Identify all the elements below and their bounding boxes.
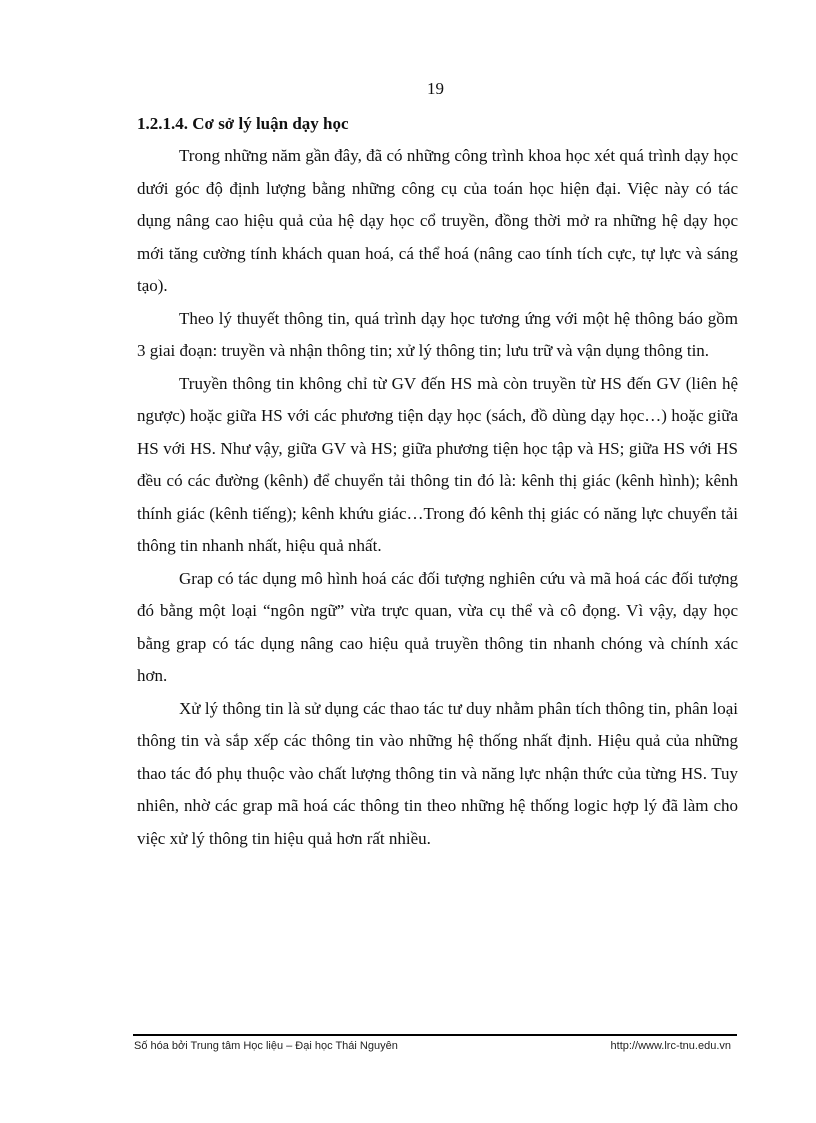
- main-content: [137, 108, 738, 855]
- paragraph: Trong những năm gần đây, đã có những công trình khoa học xét quá trình dạy học dưới góc độ định lượng bằng những công cụ của toán học hiện đại. Việc này có tác dụng nâng cao hiệu quả của hệ dạy học cổ truyền, đồng thời mở ra những hệ dạy học mới tăng cường tính khách quan hoá, cá thể hoá (nâng cao tính tích cực, tự lực và sáng tạo).: [137, 146, 738, 295]
- paragraph: Theo lý thuyết thông tin, quá trình dạy học tương ứng với một hệ thông báo gồm 3 giai đoạn: truyền và nhận thông tin; xử lý thông tin; lưu trữ và vận dụng thông tin.: [137, 308, 738, 360]
- footer-source-text: Số hóa bởi Trung tâm Học liệu – Đại học Thái Nguyên: [134, 1040, 398, 1052]
- section-heading: 1.2.1.4. Cơ sở lý luận dạy học: [137, 114, 349, 133]
- footer-url[interactable]: http://www.lrc-tnu.edu.vn: [610, 1040, 731, 1052]
- paragraph: Grap có tác dụng mô hình hoá các đối tượng nghiên cứu và mã hoá các đối tượng đó bằng một loại “ngôn ngữ” vừa trực quan, vừa cụ thể và cô đọng. Vì vậy, dạy học bằng grap có tác dụng nâng cao hiệu quả truyền thông tin nhanh chóng và chính xác hơn.: [137, 568, 738, 685]
- paragraph: Xử lý thông tin là sử dụng các thao tác tư duy nhằm phân tích thông tin, phân loại thông tin và sắp xếp các thông tin vào những hệ thống nhất định. Hiệu quả của những thao tác đó phụ thuộc vào chất lượng thông tin và năng lực nhận thức của từng HS. Tuy nhiên, nhờ các grap mã hoá các thông tin theo những hệ thống logic hợp lý đã làm cho việc xử lý thông tin hiệu quả hơn rất nhiều.: [137, 698, 738, 848]
- footer-divider: [133, 1034, 737, 1036]
- page-number: 19: [427, 79, 444, 98]
- paragraph: Truyền thông tin không chỉ từ GV đến HS mà còn truyền từ HS đến GV (liên hệ ngược) hoặc giữa HS với các phương tiện dạy học (sách, đồ dùng dạy học…) hoặc giữa HS với HS. Như vậy, giữa GV và HS; giữa phương tiện học tập và HS; giữa HS với HS đều có các đường (kênh) để chuyển tải thông tin đó là: kênh thị giác (kênh hình); kênh thính giác (kênh tiếng); kênh khứu giác…Trong đó kênh thị giác có năng lực chuyển tải thông tin nhanh nhất, hiệu quả nhất.: [137, 373, 738, 555]
